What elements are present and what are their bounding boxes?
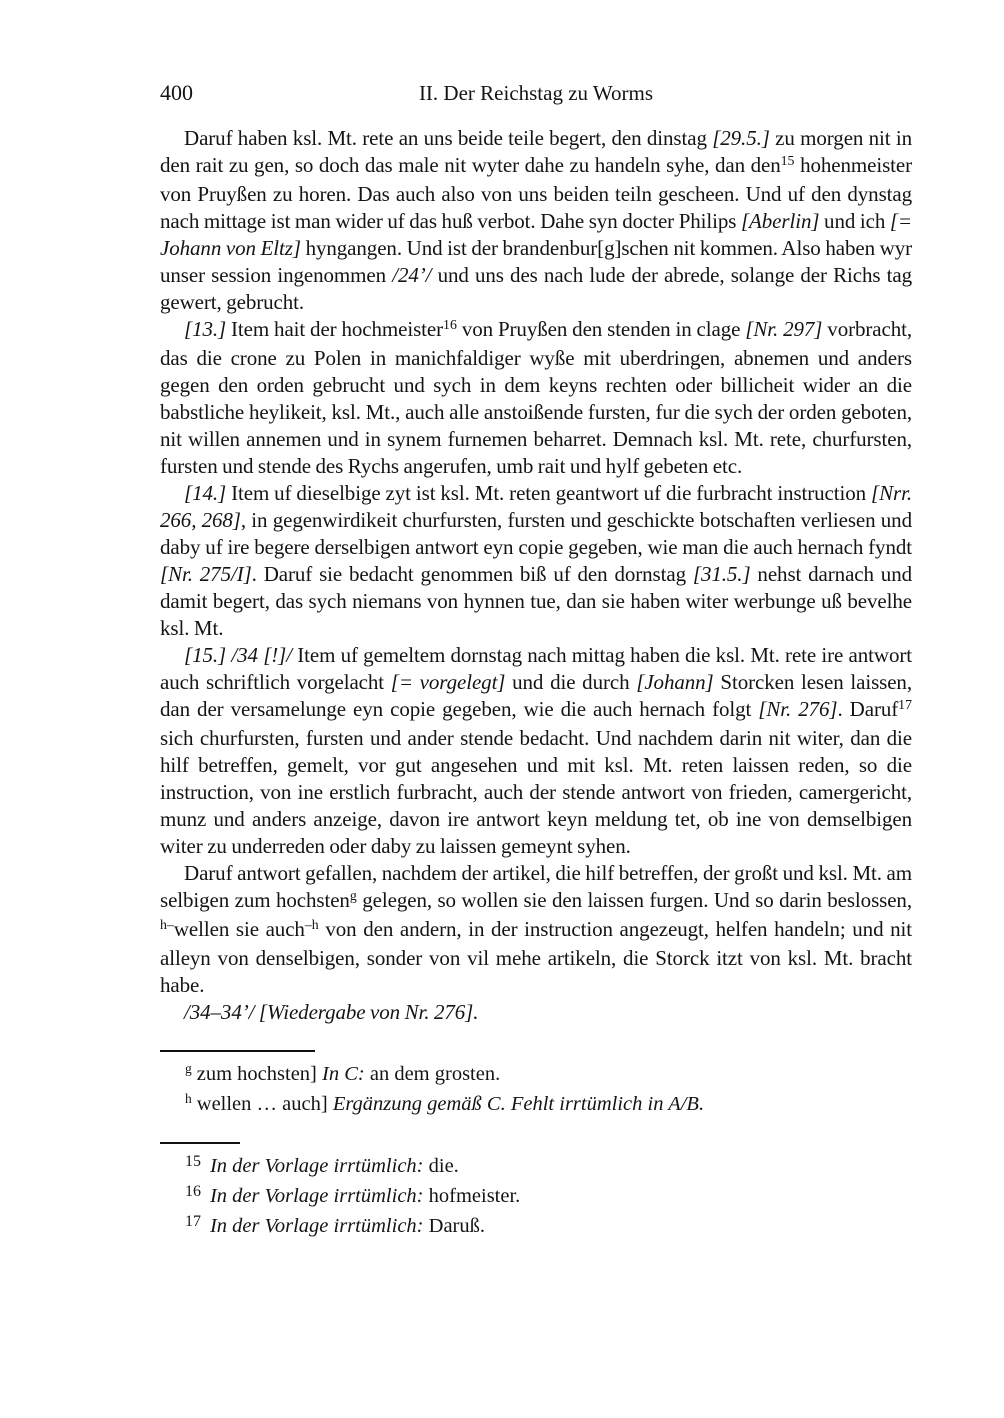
footnote-text-17: In der Vorlage irrtümlich: Daruß. <box>209 1215 485 1237</box>
footnote-text-16: In der Vorlage irrtümlich: hofmeister. <box>209 1185 521 1207</box>
apparatus-rule-numbers <box>160 1142 240 1144</box>
text-body <box>160 125 912 1242</box>
body-paragraph-4: [15.] /34 [!]/ Item uf gemeltem dornstag nach mittag haben die ksl. Mt. rete ire antwort auch schriftlich vorgelacht [= vorgelegt] und die durch [Johann] Storcken lesen laissen, dan der versamelunge eyn copie gegeben, wie die auch hernach folgt [Nr. 276]. Daruf$^{17}$ sich churfursten, fursten und ander stende bedacht. Und nachdem darin nit witer, dan die hilf betreffen, gemelt, vor gut angesehen und mit ksl. Mt. reten laissen reden, so die instruction, von ine erstlich furbracht, auch der stende antwort von frieden, camergericht, munz und anders anzeige, davon ire antwort keyn meldung tet, ob ine von demselbigen witer zu underreden oder daby zu laissen gemeynt syhen. <box>160 643 912 858</box>
apparatus-note-15 <box>160 1152 912 1182</box>
footnote-marker-h: h <box>185 1091 192 1107</box>
body-paragraph-2: [13.] Item hait der hochmeister$^{16}$ von Pruyßen den stenden in clage [Nr. 297] vorbracht, das die crone zu Polen in manichfaldiger wyße mit uberdringen, abnemen und anders gegen den orden gebrucht und sych in dem keyns rechten oder billicheit wider an die babstliche heylikeit, ksl. Mt., auch alle anstoißende fursten, fur die sych der orden geboten, nit willen annemen und in synem furnemen beharret. Demnach ksl. Mt. rete, churfursten, fursten und stende des Rychs angerufen, umb rait und hylf gebeten etc. <box>160 317 913 478</box>
footnote-text-15: In der Vorlage irrtümlich: die. <box>209 1155 459 1177</box>
footnote-text-h: wellen … auch] Ergänzung gemäß C. Fehlt irrtümlich in A/B. <box>196 1093 705 1115</box>
page-number: 400 <box>160 80 193 105</box>
running-head: II. Der Reichstag zu Worms <box>418 81 654 105</box>
footnote-marker-15: 15 <box>185 1153 201 1171</box>
body-paragraph-6: /34–34’/ [Wiedergabe von Nr. 276]. <box>184 1000 479 1024</box>
apparatus-rule-letters <box>160 1050 315 1052</box>
apparatus-note-g <box>160 1060 912 1090</box>
footnote-text-g: zum hochsten] In C: an dem grosten. <box>196 1063 501 1085</box>
body-paragraph-1: Daruf haben ksl. Mt. rete an uns beide teile begert, den dinstag [29.5.] zu morgen nit in den rait zu gen, so doch das male nit wyter dahe zu handeln syhe, dan den$^{15}$ hohenmeister von Pruyßen zu horen. Das auch also von uns beiden teiln gescheen. Und uf den dynstag nach mittage ist man wider uf das huß verbot. Dahe syn docter Philips [Aberlin] und ich [= Johann von Eltz] hyngangen. Und ist der brandenbur[g]schen nit kommen. Also haben wyr unser session ingenommen /24’/ und uns des nach lude der abrede, solange der Richs tag gewert, gebrucht. <box>160 126 913 314</box>
footnote-marker-17: 17 <box>185 1213 201 1231</box>
apparatus-note-17 <box>160 1212 912 1242</box>
body-paragraph-5: Daruf antwort gefallen, nachdem der artikel, die hilf betreffen, der großt und ksl. Mt. am selbigen zum hochsten$^g$ gelegen, so wollen sie den laissen furgen. Und so darin beslossen, $^{h-}$wellen sie auch$^{-h}$ von den andern, in der instruction angezeugt, helfen handeln; und nit alleyn von denselbigen, sonder von vil mehe artikeln, die Storck itzt von ksl. Mt. bracht habe. <box>160 861 912 997</box>
apparatus-numbers <box>160 1142 912 1242</box>
apparatus-letters <box>160 1050 912 1120</box>
footnote-marker-g: g <box>185 1061 192 1077</box>
footnote-marker-16: 16 <box>185 1183 201 1201</box>
apparatus-note-16 <box>160 1182 912 1212</box>
page-header <box>160 80 912 108</box>
apparatus-note-h <box>160 1090 912 1120</box>
body-paragraph-3: [14.] Item uf dieselbige zyt ist ksl. Mt. reten geantwort uf die furbracht instruction [Nrr. 266, 268], in gegenwirdikeit churfursten, fursten und geschickte botschaften verliesen und daby uf ire begere derselbigen antwort eyn copie gegeben, wie man die auch hernach fyndt [Nr. 275/I]. Daruf sie bedacht genommen biß uf den dornstag [31.5.] nehst darnach und damit begert, das sych niemans von hynnen tue, dan sie haben witer werbunge uß bevelhe ksl. Mt. <box>160 481 913 640</box>
